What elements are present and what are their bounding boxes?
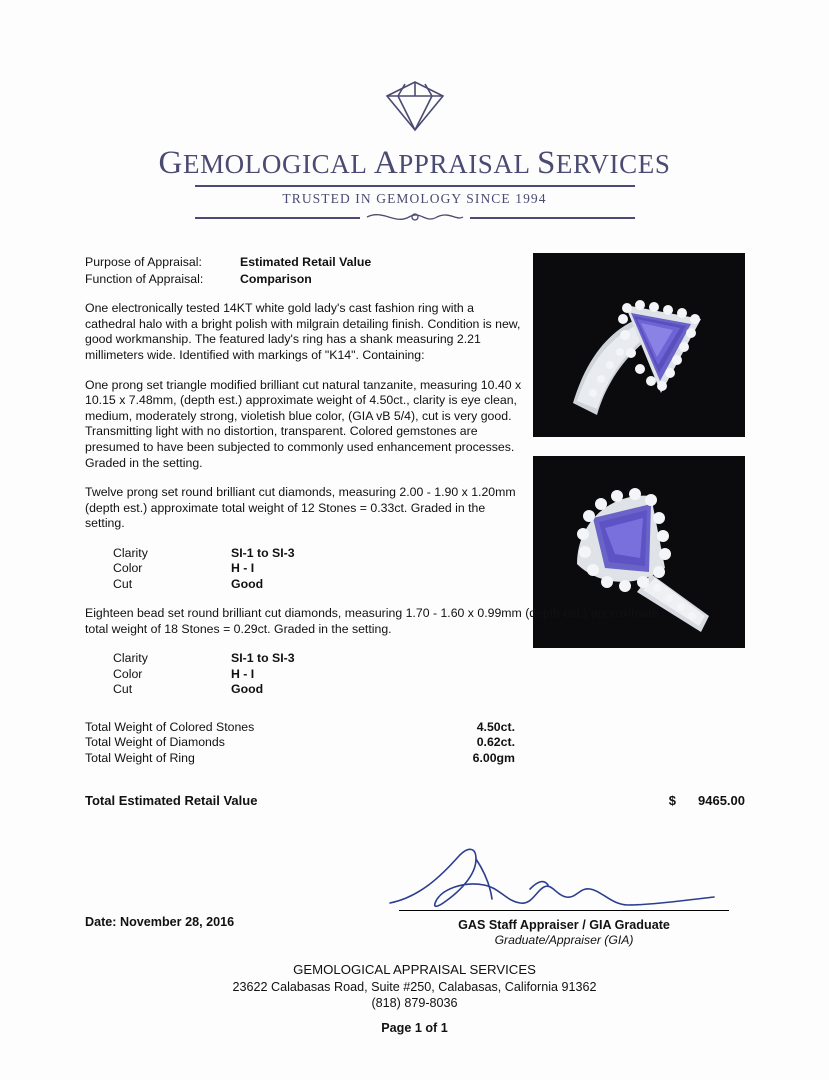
spec-label: Color [113,666,143,681]
spec-row [113,561,745,576]
total-label: Total Weight of Diamonds [85,735,225,750]
document-header [0,78,829,225]
spec-label: Clarity [113,651,148,666]
footer-phone: (818) 879-8036 [371,996,458,1010]
spec-label: Clarity [113,545,148,560]
spec-value: SI-1 to SI-3 [231,545,295,560]
spec-row [113,651,745,666]
purpose-block [85,255,745,287]
brand-tagline: TRUSTED IN GEMOLOGY SINCE 1994 [282,191,547,206]
total-label: Total Weight of Ring [85,751,195,766]
grand-total-row [85,793,745,809]
footer-company: GEMOLOGICAL APPRAISAL SERVICES [293,962,536,977]
spec-label: Cut [113,682,133,697]
total-value: 6.00gm [472,751,515,766]
header-flourish [195,209,635,225]
paragraph-center-stone: One prong set triangle modified brilliant cut natural tanzanite, measuring 10.40 x 10.15 x 7.48mm, (depth est.) approximate weight of 4.50ct., clarity is eye clean, medium, moderately strong, violetish blue color, (GIA vB 5/4), cut is very good. Transmitting light with no distortion, transparent. Colored gemstones are presumed to have been subjected to commonly used enhancement processes. Graded in the setting. [85,377,522,470]
appraiser-credential: Graduate/Appraiser (GIA) [494,933,634,947]
spec-value: SI-1 to SI-3 [231,651,295,666]
spec-value: Good [231,682,264,697]
signature-mark [380,845,720,920]
spec-value: H - I [231,666,255,681]
spec-label: Cut [113,576,133,591]
spec-row [113,667,745,682]
purpose-value: Estimated Retail Value [240,255,372,269]
spec-label: Color [113,561,143,576]
function-value: Comparison [240,271,312,286]
purpose-label: Purpose of Appraisal: [85,255,202,269]
flourish-line-right [470,217,635,219]
total-value: 4.50ct. [476,719,515,734]
totals-block [85,720,685,767]
title-rule [195,185,635,187]
grand-total-amount: 9465.00 [698,792,745,808]
total-row [85,735,685,751]
spec-row [113,682,745,697]
total-value: 0.62ct. [476,735,515,750]
grand-total-currency: $ [668,792,676,808]
page-title: GEMOLOGICAL APPRAISAL SERVICES [158,145,671,181]
page-number: Page 1 of 1 [381,1020,448,1035]
diamond-icon [0,78,829,139]
function-label: Function of Appraisal: [85,271,204,286]
purpose-row [85,255,745,271]
paragraph-intro: One electronically tested 14KT white gold lady's cast fashion ring with a cathedral halo with a bright polish with milgrain detailing finish. Condition is new, good workmanship. The featured lady's ring has a shank measuring 2.21 millimeters wide. Identified with markings of "K14". Containing: [85,301,521,362]
flourish-line-left [195,217,360,219]
spec-row [113,546,745,561]
paragraph-eighteen-diamonds: Eighteen bead set round brilliant cut diamonds, measuring 1.70 - 1.60 x 0.99mm (depth est.) approximate total weight of 18 Stones = 0.29ct. Graded in the setting. [85,606,659,636]
appraisal-date: Date: November 28, 2016 [85,915,235,929]
appraiser-title: GAS Staff Appraiser / GIA Graduate [458,918,670,932]
total-label: Total Weight of Colored Stones [85,719,255,734]
footer-address: 23622 Calabasas Road, Suite #250, Calabasas, California 91362 [232,979,597,994]
total-row [85,720,685,736]
spec-value: Good [231,576,264,591]
total-row [85,751,685,767]
signature-line [399,910,729,911]
spec-row [113,577,745,592]
specs-eighteen-diamonds [113,651,745,697]
document-body [85,255,745,809]
specs-twelve-diamonds [113,546,745,592]
grand-total-label: Total Estimated Retail Value [85,792,258,808]
rule-left [195,185,635,187]
function-row [85,272,745,288]
document-footer [0,962,829,1036]
paragraph-twelve-diamonds: Twelve prong set round brilliant cut diamonds, measuring 2.00 - 1.90 x 1.20mm (depth est.) approximate total weight of 12 Stones = 0.33ct. Graded in the setting. [85,485,516,531]
spec-value: H - I [231,561,255,576]
